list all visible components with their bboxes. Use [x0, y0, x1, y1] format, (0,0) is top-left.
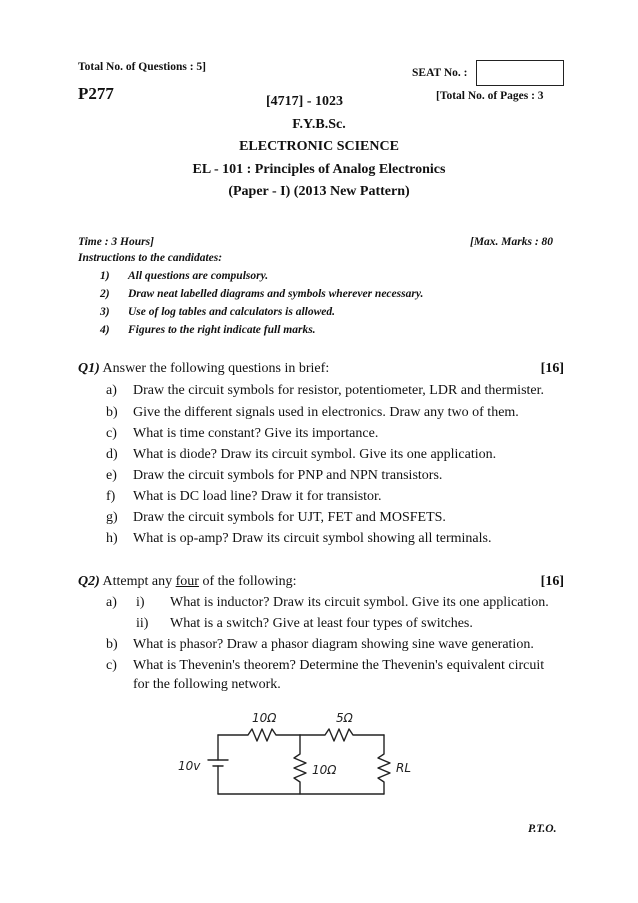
q2-prompt-pre: Attempt any	[102, 574, 176, 589]
q1-item-label: f)	[106, 489, 116, 504]
q2-item-text: What is phasor? Draw a phasor diagram showing sine wave generation.	[133, 637, 534, 652]
q1-item-text: Give the different signals used in electronics. Draw any two of them.	[133, 405, 519, 420]
total-pages: [Total No. of Pages : 3	[436, 90, 544, 102]
instruction-text: All questions are compulsory.	[128, 270, 269, 282]
resistor-middle	[294, 735, 306, 794]
q1-header	[78, 360, 564, 377]
exam-time: Time : 3 Hours]	[78, 236, 154, 248]
q1-item-text: Draw the circuit symbols for PNP and NPN transistors.	[133, 468, 443, 483]
q1-item-label: c)	[106, 426, 117, 441]
q2-header	[78, 573, 564, 590]
load-label: RL	[396, 761, 412, 775]
paper-pattern: (Paper - I) (2013 New Pattern)	[228, 184, 410, 199]
q2-prompt-emphasis: four	[175, 574, 199, 589]
q2-item-label: a)	[106, 595, 117, 610]
q1-item-text: Draw the circuit symbols for UJT, FET and MOSFETS.	[133, 510, 446, 525]
instruction-number: 4)	[100, 324, 110, 336]
instruction-number: 1)	[100, 270, 110, 282]
instruction-text: Use of log tables and calculators is allowed.	[128, 306, 335, 318]
source-label: 10v	[178, 759, 201, 773]
instruction-number: 3)	[100, 306, 110, 318]
q2-subitem-label: ii)	[136, 616, 149, 631]
q1-item-label: h)	[106, 531, 118, 546]
instruction-text: Draw neat labelled diagrams and symbols wherever necessary.	[128, 288, 424, 300]
load-resistor	[378, 735, 390, 794]
course: F.Y.B.Sc.	[292, 117, 346, 132]
q1-item-text: What is time constant? Give its importance.	[133, 426, 379, 441]
q2-subitem-text: What is a switch? Give at least four types of switches.	[170, 616, 473, 631]
q2-subitem-text: What is inductor? Draw its circuit symbol. Give its one application.	[170, 595, 549, 610]
q1-item-text: Draw the circuit symbols for resistor, potentiometer, LDR and thermister.	[133, 383, 545, 398]
q2-subitem-label: i)	[136, 595, 145, 610]
r2-label: 5Ω	[336, 711, 353, 725]
q1-item-label: g)	[106, 510, 118, 525]
q2-item-label: b)	[106, 637, 118, 652]
r1-label: 10Ω	[252, 711, 277, 725]
exam-code: [4717] - 1023	[266, 94, 343, 109]
q2-item-text: for the following network.	[133, 677, 281, 692]
q1-prompt: Answer the following questions in brief:	[102, 361, 330, 376]
q1-item-text: What is op-amp? Draw its circuit symbol showing all terminals.	[133, 531, 492, 546]
pto: P.T.O.	[528, 823, 557, 835]
q2-item-text: What is Thevenin's theorem? Determine the Thevenin's equivalent circuit	[133, 658, 545, 673]
instruction-number: 2)	[100, 288, 110, 300]
q2-number: Q2)	[78, 574, 100, 589]
q2-prompt-post: of the following:	[198, 574, 297, 589]
resistor-5-ohm	[300, 729, 384, 741]
instruction-text: Figures to the right indicate full marks.	[128, 324, 316, 336]
max-marks: [Max. Marks : 80	[470, 236, 554, 248]
q2-item-label: c)	[106, 658, 117, 673]
seat-no-box[interactable]	[476, 60, 564, 86]
q1-marks: [16]	[540, 361, 564, 376]
q1-item-label: d)	[106, 447, 118, 462]
circuit-diagram	[160, 700, 420, 810]
r3-label: 10Ω	[312, 763, 337, 777]
instructions-heading: Instructions to the candidates:	[78, 252, 223, 264]
q1-item-text: What is diode? Draw its circuit symbol. Give its one application.	[133, 447, 497, 462]
paper-title: EL - 101 : Principles of Analog Electronics	[192, 162, 446, 177]
subject: ELECTRONIC SCIENCE	[239, 139, 399, 154]
q1-item-text: What is DC load line? Draw it for transistor.	[133, 489, 382, 504]
q1-number: Q1)	[78, 361, 100, 376]
resistor-10-ohm	[218, 729, 300, 741]
q2-marks: [16]	[540, 574, 564, 589]
seat-no-label: SEAT No. :	[412, 67, 468, 79]
q1-item-label: b)	[106, 405, 118, 420]
total-questions: Total No. of Questions : 5]	[78, 61, 206, 73]
q1-item-label: a)	[106, 383, 117, 398]
q1-item-label: e)	[106, 468, 117, 483]
paper-code: P277	[78, 84, 114, 103]
